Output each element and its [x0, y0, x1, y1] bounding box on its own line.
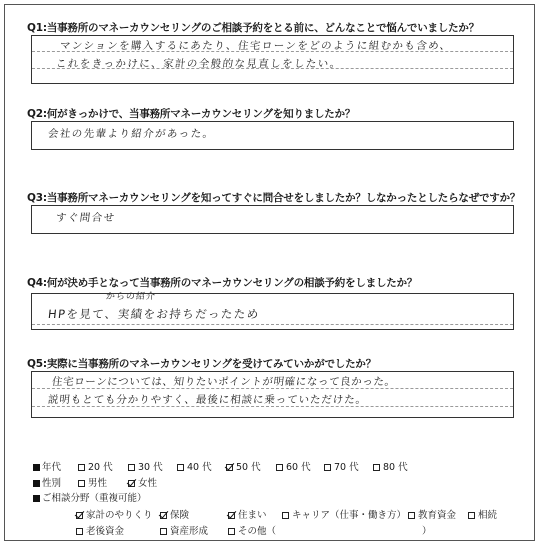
checkbox-icon[interactable] — [468, 512, 475, 519]
age-option[interactable]: 70 代 — [324, 459, 359, 473]
answer-box-3 — [31, 205, 514, 234]
answer-2-line-1: 会社の先輩より紹介があった。 — [47, 128, 216, 140]
age-option[interactable]: 60 代 — [276, 459, 311, 473]
field-option[interactable]: 教育資金 — [408, 507, 456, 521]
checkbox-icon[interactable] — [282, 512, 289, 519]
field-option[interactable]: 資産形成 — [160, 523, 208, 537]
gender-label-row — [33, 475, 61, 489]
answer-box-1 — [31, 35, 514, 84]
checkbox-checked-icon[interactable] — [128, 480, 135, 487]
checkbox-icon[interactable] — [78, 480, 85, 487]
other-close-paren: ） — [422, 526, 432, 537]
age-option[interactable]: 80 代 — [373, 459, 408, 473]
answer-4-line-1: HPを見て、実績をお持ちだったため — [47, 307, 261, 321]
question-1: Q1:当事務所のマネーカウンセリングのご相談予約をとる前に、どんなことで悩んでいましたか？ — [27, 22, 480, 34]
field-option[interactable]: 家計のやりくり — [76, 507, 153, 521]
bullet-square-icon — [33, 464, 40, 471]
checkbox-icon[interactable] — [160, 528, 167, 535]
checkbox-icon[interactable] — [228, 528, 235, 535]
answer-1-line-2: これをきっかけに、家計の全般的な見直しをしたい。 — [55, 58, 343, 70]
checkbox-icon[interactable] — [128, 464, 135, 471]
age-label: 年代 — [42, 462, 62, 473]
checkbox-icon[interactable] — [276, 464, 283, 471]
field-option[interactable]: 相続 — [468, 507, 497, 521]
gender-label: 性別 — [42, 478, 62, 489]
checkbox-checked-icon[interactable] — [228, 512, 235, 519]
field-option[interactable]: 住まい — [228, 507, 267, 521]
checkbox-icon[interactable] — [408, 512, 415, 519]
question-2: Q2:何がきっかけで、当事務所マネーカウンセリングを知りましたか？ — [27, 108, 356, 120]
question-3: Q3:当事務所マネーカウンセリングを知ってすぐに問合せをしましたか？しなかったとしたらなぜですか？ — [27, 192, 521, 204]
checkbox-checked-icon[interactable] — [226, 464, 233, 471]
fields-label: ご相談分野（重複可能） — [42, 493, 147, 504]
field-option-other[interactable]: その他（ — [228, 523, 276, 537]
checkbox-icon[interactable] — [177, 464, 184, 471]
answer-box-2 — [31, 121, 514, 150]
checkbox-icon[interactable] — [76, 528, 83, 535]
question-4: Q4:何が決め手となって当事務所のマネーカウンセリングの相談予約をしましたか？ — [27, 277, 418, 289]
field-option[interactable]: 老後資金 — [76, 523, 124, 537]
question-5: Q5:実際に当事務所のマネーカウンセリングを受けてみていかがでしたか？ — [27, 358, 377, 370]
bullet-square-icon — [33, 480, 40, 487]
answer-1-line-1: マンションを購入するにあたり、住宅ローンをどのように組むかも含め、 — [59, 40, 453, 52]
age-option[interactable]: 30 代 — [128, 459, 163, 473]
bullet-square-icon — [33, 495, 40, 502]
fields-label-row — [33, 490, 147, 504]
gender-option[interactable]: 男性 — [78, 475, 107, 489]
age-option[interactable]: 50 代 — [226, 459, 261, 473]
age-option[interactable]: 20 代 — [78, 459, 113, 473]
gender-option[interactable]: 女性 — [128, 475, 157, 489]
answer-box-4 — [31, 293, 514, 330]
field-option[interactable]: キャリア（仕事・働き方） — [282, 507, 406, 521]
field-option[interactable]: 保険 — [160, 507, 189, 521]
answer-5-line-2: 説明もとても分かりやすく、最後に相談に乗っていただけた。 — [47, 394, 368, 406]
checkbox-checked-icon[interactable] — [76, 512, 83, 519]
checkbox-icon[interactable] — [78, 464, 85, 471]
answer-4-note: からの紹介 — [105, 292, 157, 302]
checkbox-icon[interactable] — [373, 464, 380, 471]
age-label-row — [33, 459, 61, 473]
answer-5-line-1: 住宅ローンについては、知りたいポイントが明確になって良かった。 — [51, 376, 397, 388]
answer-3-line-1: すぐ問合せ — [55, 212, 117, 224]
age-option[interactable]: 40 代 — [177, 459, 212, 473]
checkbox-icon[interactable] — [324, 464, 331, 471]
answer-box-5 — [31, 371, 514, 418]
checkbox-checked-icon[interactable] — [160, 512, 167, 519]
